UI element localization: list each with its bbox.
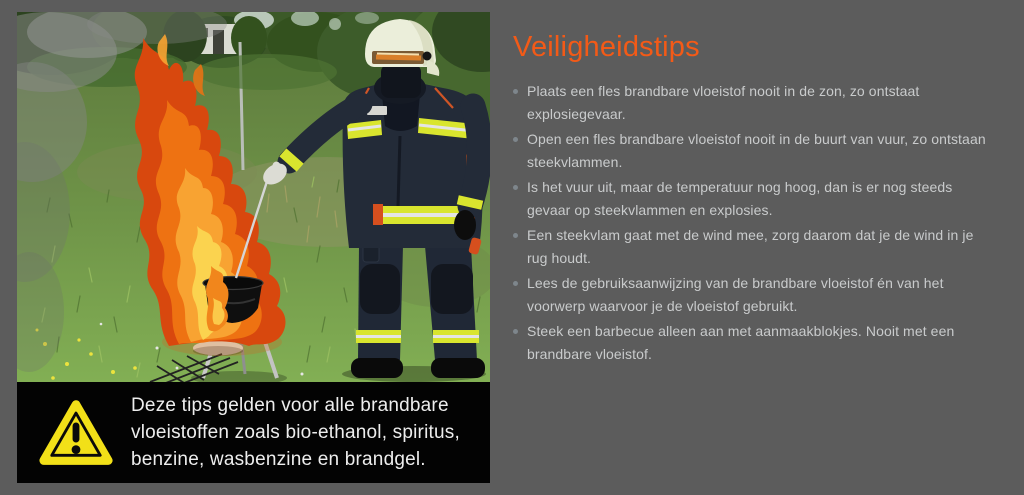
figure-caption <box>17 382 490 483</box>
tip-item: Is het vuur uit, maar de temperatuur nog hoog, dan is er nog steeds gevaar op steekvlammen en explosies. <box>513 176 991 222</box>
warning-triangle-icon <box>38 397 114 469</box>
tips-section <box>513 31 1013 368</box>
black-glove <box>454 210 476 240</box>
section-heading: Veiligheidstips <box>513 31 700 63</box>
caption-text: Deze tips gelden voor alle brandbare vloeistoffen zoals bio-ethanol, spiritus, benzine, wasbenzine en brandgel. <box>131 395 460 470</box>
tip-item: Lees de gebruiksaanwijzing van de brandbare vloeistof én van het voorwerp waarvoor je de vloeistof gebruikt. <box>513 272 991 318</box>
tips-list <box>513 80 991 366</box>
barbecue-fire-photo <box>17 12 490 382</box>
photo-illustration <box>17 12 490 382</box>
tip-item: Open een fles brandbare vloeistof nooit in de buurt van vuur, zo ontstaan steekvlammen. <box>513 128 991 174</box>
tip-item: Een steekvlam gaat met de wind mee, zorg daarom dat je de wind in je rug houdt. <box>513 224 991 270</box>
tip-item: Plaats een fles brandbare vloeistof nooit in de zon, zo ontstaat explosiegevaar. <box>513 80 991 126</box>
tip-item: Steek een barbecue alleen aan met aanmaakblokjes. Nooit met een brandbare vloeistof. <box>513 320 991 366</box>
figure <box>17 12 490 483</box>
